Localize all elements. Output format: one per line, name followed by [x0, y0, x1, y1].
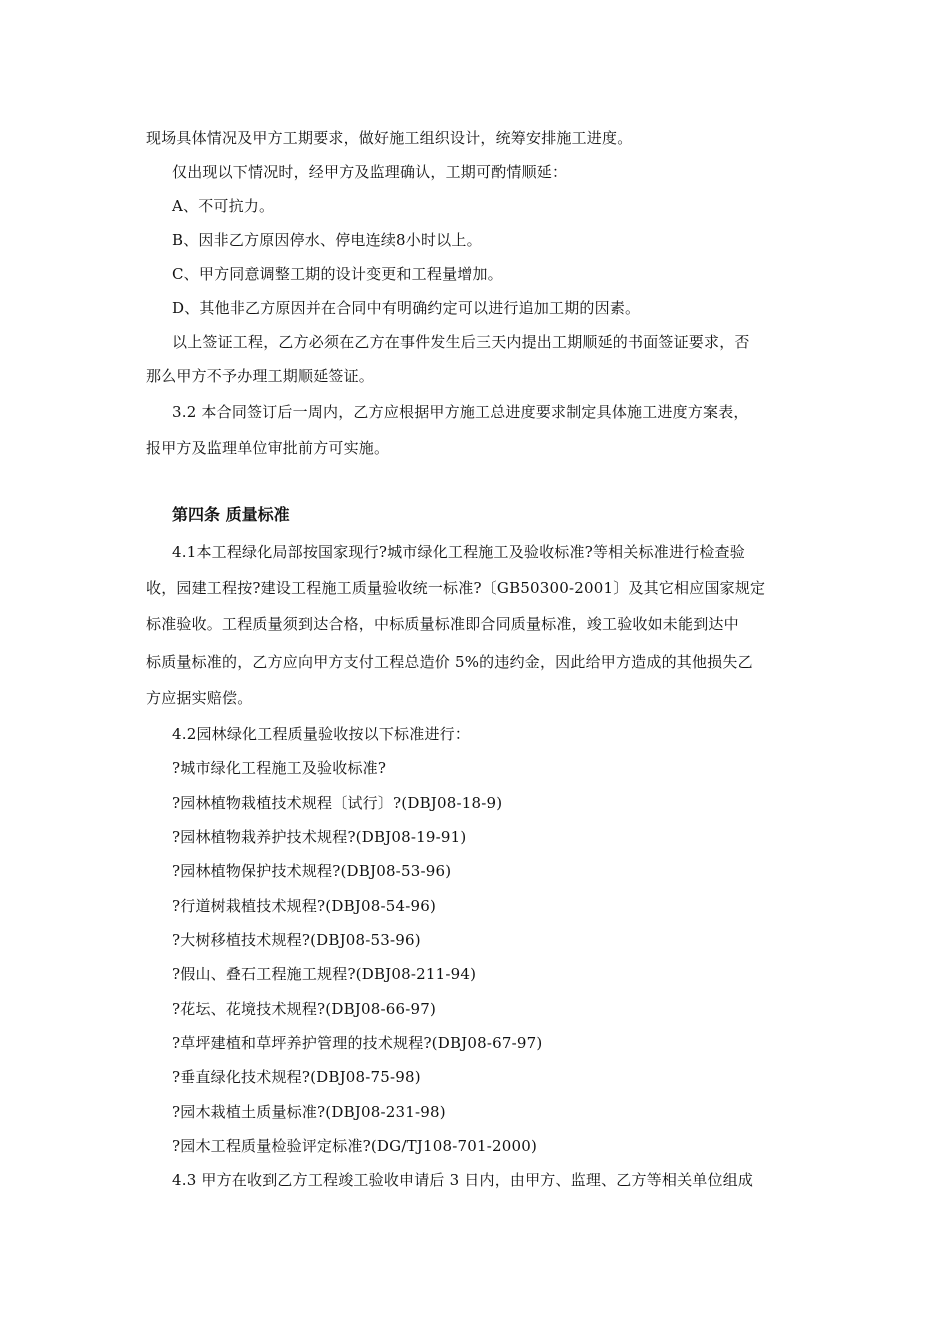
- paragraph-line: 标准验收。工程质量须到达合格，中标质量标准即合同质量标准，竣工验收如未能到达中: [146, 615, 739, 633]
- standard-item: ?园木工程质量检验评定标准?(DG/TJ108-701-2000): [172, 1137, 538, 1155]
- paragraph-line: 那么甲方不予办理工期顺延签证。: [146, 367, 375, 385]
- standard-item: ?大树移植技术规程?(DBJ08-53-96): [172, 931, 421, 949]
- paragraph-line: 现场具体情况及甲方工期要求，做好施工组织设计，统筹安排施工进度。: [146, 129, 633, 147]
- paragraph-line: 以上签证工程，乙方必须在乙方在事件发生后三天内提出工期顺延的书面签证要求，否: [172, 333, 750, 351]
- standard-item: ?行道树栽植技术规程?(DBJ08-54-96): [172, 897, 437, 915]
- list-item: D、其他非乙方原因并在合同中有明确约定可以进行追加工期的因素。: [172, 299, 641, 317]
- paragraph-line: 收，园建工程按?建设工程施工质量验收统一标准?〔GB50300-2001〕及其它相应国家规定: [146, 579, 766, 597]
- list-item: C、甲方同意调整工期的设计变更和工程量增加。: [172, 265, 503, 283]
- section-heading: 第四条 质量标准: [172, 505, 290, 524]
- standard-item: ?草坪建植和草坪养护管理的技术规程?(DBJ08-67-97): [172, 1034, 543, 1052]
- paragraph-line: 4.2园林绿化工程质量验收按以下标准进行：: [172, 725, 471, 743]
- paragraph-line: 方应据实赔偿。: [146, 689, 253, 707]
- standard-item: ?园木栽植土质量标准?(DBJ08-231-98): [172, 1103, 446, 1121]
- standard-item: ?园林植物栽植技术规程〔试行〕?(DBJ08-18-9): [172, 794, 503, 812]
- standard-item: ?园林植物保护技术规程?(DBJ08-53-96): [172, 862, 452, 880]
- list-item: B、因非乙方原因停水、停电连续8小时以上。: [172, 231, 482, 249]
- paragraph-line: 3.2 本合同签订后一周内，乙方应根据甲方施工总进度要求制定具体施工进度方案表，: [172, 403, 749, 421]
- standard-item: ?假山、叠石工程施工规程?(DBJ08-211-94): [172, 965, 477, 983]
- paragraph-line: 4.3 甲方在收到乙方工程竣工验收申请后 3 日内，由甲方、监理、乙方等相关单位组成: [172, 1171, 754, 1189]
- paragraph-line: 仅出现以下情况时，经甲方及监理确认，工期可酌情顺延：: [172, 163, 568, 181]
- paragraph-line: 标质量标准的，乙方应向甲方支付工程总造价 5%的违约金，因此给甲方造成的其他损失乙: [146, 653, 753, 671]
- paragraph-line: 报甲方及监理单位审批前方可实施。: [146, 439, 390, 457]
- list-item: A、不可抗力。: [172, 197, 275, 215]
- standard-item: ?园林植物栽养护技术规程?(DBJ08-19-91): [172, 828, 467, 846]
- standard-item: ?城市绿化工程施工及验收标准?: [172, 759, 387, 777]
- paragraph-line: 4.1本工程绿化局部按国家现行?城市绿化工程施工及验收标准?等相关标准进行检查验: [172, 543, 745, 561]
- standard-item: ?花坛、花境技术规程?(DBJ08-66-97): [172, 1000, 437, 1018]
- standard-item: ?垂直绿化技术规程?(DBJ08-75-98): [172, 1068, 421, 1086]
